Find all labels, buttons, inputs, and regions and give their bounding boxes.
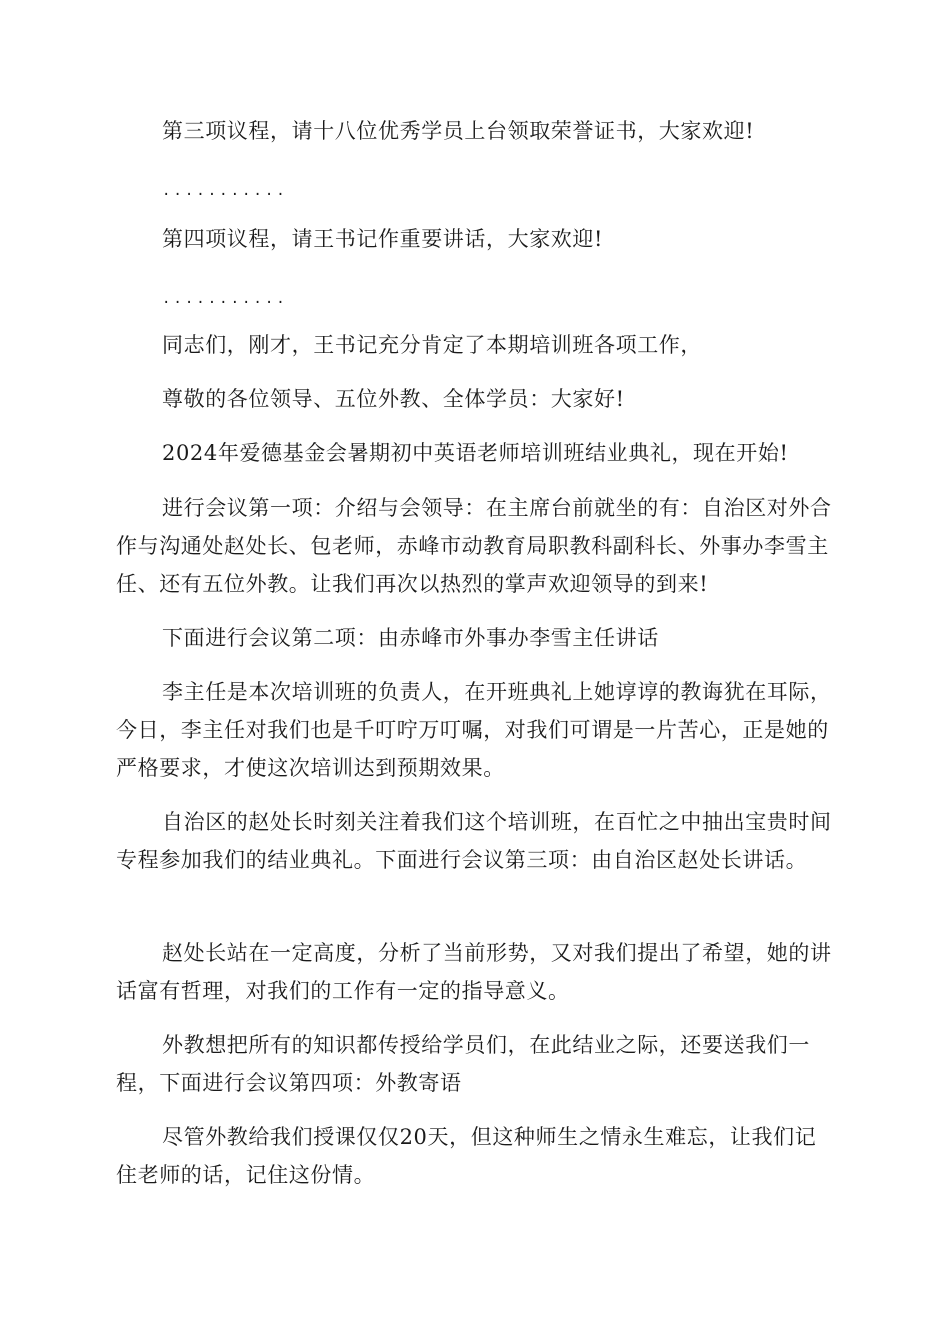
paragraph-closing: 尽管外教给我们授课仅仅20天，但这种师生之情永生难忘，让我们记住老师的话，记住这份情。 xyxy=(116,1125,817,1187)
paragraph-comrades: 同志们，刚才，王书记充分肯定了本期培训班各项工作， xyxy=(162,333,702,357)
paragraph-introduce-leaders: 进行会议第一项：介绍与会领导：在主席台前就坐的有：自治区对外合作与沟通处赵处长、包老师，赤峰市动教育局职教科副科长、外事办李雪主任、还有五位外教。让我们再次以热烈的掌声欢迎领导的到来! xyxy=(116,496,832,596)
paragraph-director-zhao: 自治区的赵处长时刻关注着我们这个培训班，在百忙之中抽出宝贵时间专程参加我们的结业典礼。下面进行会议第三项：由自治区赵处长讲话。 xyxy=(116,810,832,872)
ellipsis-separator: ........... xyxy=(162,291,288,307)
paragraph-item-2: 下面进行会议第二项：由赤峰市外事办李雪主任讲话 xyxy=(162,626,659,650)
agenda-item-3: 第三项议程，请十八位优秀学员上台领取荣誉证书，大家欢迎! xyxy=(162,119,755,143)
paragraph-zhao-speech: 赵处长站在一定高度，分析了当前形势，又对我们提出了希望，她的讲话富有哲理，对我们的工作有一定的指导意义。 xyxy=(116,941,832,1003)
paragraph-director-li: 李主任是本次培训班的负责人，在开班典礼上她谆谆的教诲犹在耳际，今日，李主任对我们也是千叮咛万叮嘱，对我们可谓是一片苦心，正是她的严格要求，才使这次培训达到预期效果。 xyxy=(116,680,832,780)
agenda-item-4: 第四项议程，请王书记作重要讲话，大家欢迎! xyxy=(162,227,604,251)
ellipsis-separator: ........... xyxy=(162,183,288,199)
paragraph-opening: 2024年爱德基金会暑期初中英语老师培训班结业典礼，现在开始! xyxy=(162,441,789,465)
paragraph-foreign-teachers: 外教想把所有的知识都传授给学员们，在此结业之际，还要送我们一程，下面进行会议第四项：外教寄语 xyxy=(116,1033,810,1095)
paragraph-greeting: 尊敬的各位领导、五位外教、全体学员：大家好! xyxy=(162,387,625,411)
